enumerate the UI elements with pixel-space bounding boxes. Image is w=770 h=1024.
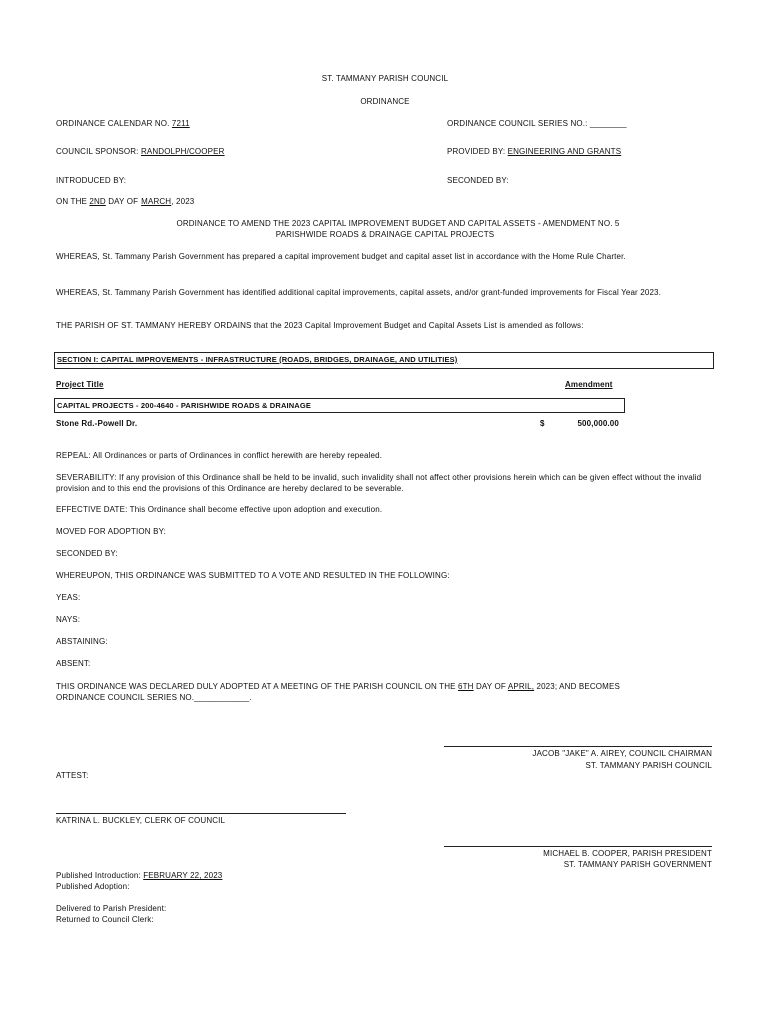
whereas-1: WHEREAS, St. Tammany Parish Government has prepared a capital improvement budget and capital asset list in accordance with the Home Rule Charter. [56,252,626,261]
published-intro-label: Published Introduction: [56,871,141,880]
moved-for-adoption: MOVED FOR ADOPTION BY: [56,527,166,536]
adoption-day: 6TH [458,682,474,691]
council-heading: ST. TAMMANY PARISH COUNCIL [321,74,449,83]
project-group: CAPITAL PROJECTS - 200-4640 - PARISHWIDE ROADS & DRAINAGE [57,401,312,410]
column-amendment: Amendment [565,380,613,389]
series-label: ORDINANCE COUNCIL SERIES NO.: [447,119,588,128]
chairman-name: JACOB "JAKE" A. AIREY, COUNCIL CHAIRMAN [532,749,712,758]
returned-label: Returned to Council Clerk: [56,915,154,924]
adoption-month: APRIL, [507,682,535,691]
adoption-text-1: THIS ORDINANCE WAS DECLARED DULY ADOPTED AT A MEETING OF THE PARISH COUNCIL ON THE [56,682,456,691]
sponsor-label: COUNCIL SPONSOR: [56,147,139,156]
column-project-title: Project Title [56,380,104,389]
ordinance-subtitle: PARISHWIDE ROADS & DRAINAGE CAPITAL PROJECTS [275,230,495,239]
president-name: MICHAEL B. COOPER, PARISH PRESIDENT [543,849,712,858]
president-org: ST. TAMMANY PARISH GOVERNMENT [563,860,712,869]
provided-field [447,146,621,157]
section-heading: SECTION I: CAPITAL IMPROVEMENTS - INFRASTRUCTURE (ROADS, BRIDGES, DRAINAGE, AND UTILITIES) [57,355,458,364]
seconded-label-top: SECONDED BY: [447,176,509,185]
delivered-label: Delivered to Parish President: [56,904,167,913]
ordinance-title: ORDINANCE TO AMEND THE 2023 CAPITAL IMPROVEMENT BUDGET AND CAPITAL ASSETS - AMENDMENT NO. 5 [176,219,620,228]
sponsor-value: RANDOLPH/COOPER [140,147,225,156]
nays-label: NAYS: [56,615,81,624]
effective-date-clause: EFFECTIVE DATE: This Ordinance shall become effective upon adoption and execution. [56,505,383,514]
series-number: ________ [589,119,627,128]
introduced-label: INTRODUCED BY: [56,176,127,185]
clerk-name: KATRINA L. BUCKLEY, CLERK OF COUNCIL [56,816,226,825]
calendar-label: ORDINANCE CALENDAR NO. [56,119,170,128]
row-currency: $ [540,419,545,428]
published-intro-date: FEBRUARY 22, 2023 [143,871,223,880]
series-field [447,118,627,129]
repeal-clause: REPEAL: All Ordinances or parts of Ordinances in conflict herewith are hereby repealed. [56,451,383,460]
abstaining-label: ABSTAINING: [56,637,108,646]
sponsor-field [56,146,225,157]
adoption-day-of: DAY OF [475,682,506,691]
adoption-series-line: ORDINANCE COUNCIL SERIES NO.____________. [56,693,252,702]
whereas-2: WHEREAS, St. Tammany Parish Government has identified additional capital improvements, capital assets, and/or grant-funded improvements for Fiscal Year 2023. [56,288,662,297]
document-type: ORDINANCE [360,97,410,106]
adoption-text-2: 2023; AND BECOMES [536,682,620,691]
provided-value: ENGINEERING AND GRANTS [507,147,622,156]
whereupon-text: WHEREUPON, THIS ORDINANCE WAS SUBMITTED TO A VOTE AND RESULTED IN THE FOLLOWING: [56,571,450,580]
intro-year: , 2023 [171,197,195,206]
published-adoption-label: Published Adoption: [56,882,130,891]
calendar-number: 7211 [171,119,190,128]
yeas-label: YEAS: [56,593,81,602]
calendar-field [56,118,190,129]
adoption-statement [56,681,620,692]
attest-label: ATTEST: [56,771,89,780]
intro-day: 2ND [89,197,106,206]
row-project-title: Stone Rd.-Powell Dr. [56,419,138,428]
provided-label: PROVIDED BY: [447,147,506,156]
introduction-date [56,196,194,207]
absent-label: ABSENT: [56,659,91,668]
intro-month: MARCH [141,197,172,206]
severability-clause: SEVERABILITY: If any provision of this Ordinance shall be held to be invalid, such invalidity shall not affect other provisions herein which can be given effect without the invalid provision and to this end the provisions of this Ordinance are hereby declared to be severable. [56,473,702,493]
seconded-by: SECONDED BY: [56,549,118,558]
on-the-text: ON THE [56,197,87,206]
clerk-signature-line [56,813,346,814]
published-introduction [56,870,222,881]
ordains-text: THE PARISH OF ST. TAMMANY HEREBY ORDAINS that the 2023 Capital Improvement Budget and Capital Assets List is amended as follows: [56,321,584,330]
chairman-signature-line [444,746,712,747]
president-signature-line [444,846,712,847]
row-amount: 500,000.00 [577,419,619,428]
day-of-text: DAY OF [108,197,139,206]
chairman-org: ST. TAMMANY PARISH COUNCIL [585,761,712,770]
